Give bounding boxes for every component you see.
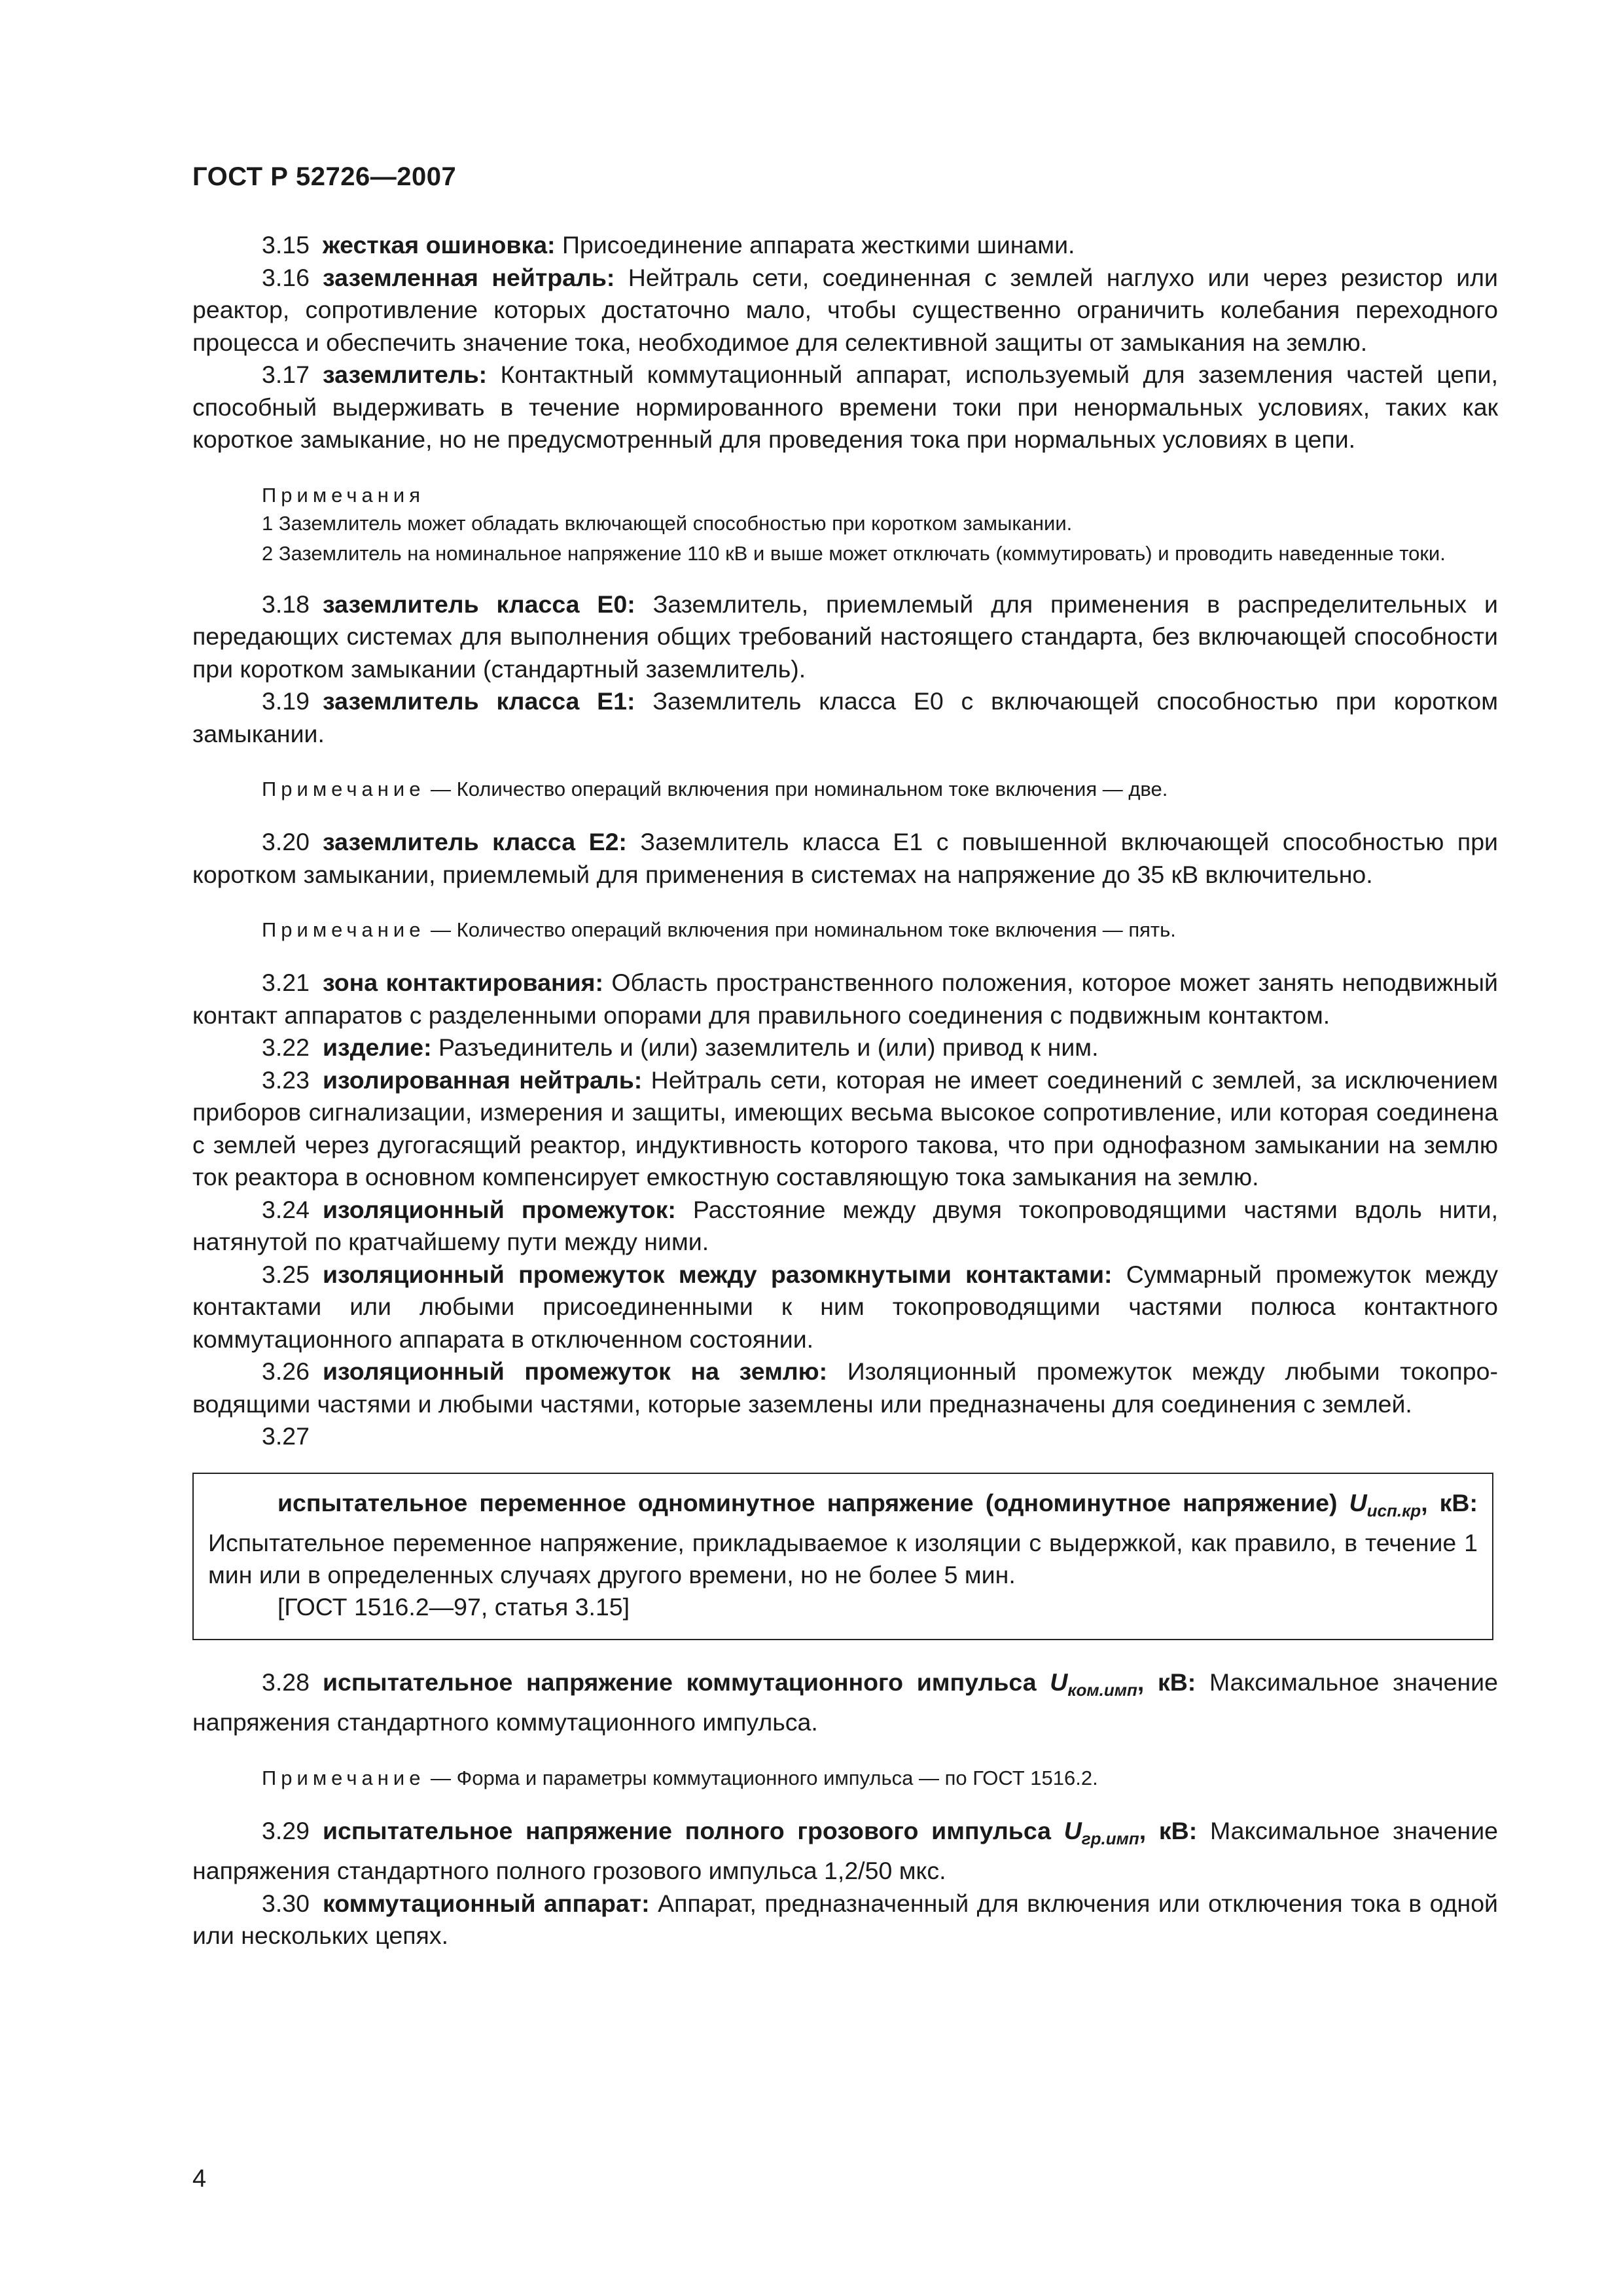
term: изоляционный промежуток на землю: <box>323 1357 828 1385</box>
clause-3-26: 3.26 изоляционный промежуток на землю: Изоляционный промежуток между любыми токопроводящими частями и любыми частями, которые заземлены или предназначены для соединения с землей. <box>192 1357 1498 1418</box>
document-header: ГОСТ Р 52726—2007 <box>192 162 457 191</box>
clause-3-24: 3.24 изоляционный промежуток: Расстояние между двумя токопроводящими частями вдоль нити, натянутой по кратчайшему пути между ними. <box>192 1195 1498 1255</box>
term: заземлитель: <box>323 361 488 388</box>
clause-3-15: 3.15 жесткая ошиновка: Присоединение аппарата жесткими шинами. <box>262 231 1075 259</box>
term: жесткая ошиновка: <box>323 231 556 259</box>
term: заземленная нейтраль: <box>323 263 615 291</box>
clause-3-22: 3.22 изделие: Разъединитель и (или) заземлитель и (или) привод к ним. <box>262 1033 1099 1061</box>
term: зона контактирования: <box>323 969 604 996</box>
term: испытательное напряжение коммутационного импульса <box>323 1668 1037 1696</box>
term: заземлитель класса Е1: <box>323 687 635 715</box>
term: изолированная нейтраль: <box>323 1066 643 1094</box>
source-reference: [ГОСТ 1516.2—97, статья 3.15] <box>277 1592 630 1621</box>
term: коммутационный аппарат: <box>323 1889 650 1917</box>
term: заземлитель класса Е0: <box>323 590 635 618</box>
clause-3-29: 3.29 испытательное напряжение полного грозового импульса $U_{гр.имп}$, кВ: Максимальное значение напряжения стандартного полного грозового импульса 1,2/50 мкс. <box>192 1816 1499 1884</box>
term: изоляционный промежуток: <box>323 1195 676 1223</box>
term: испытательное напряжение полного грозового импульса <box>323 1816 1051 1844</box>
clause-3-17: 3.17 заземлитель: Контактный коммутационный аппарат, используемый для заземления частей цепи, способный выдерживать в течение нормированного времени токи при ненормальных условиях, таких как короткое замыкание, но не предусмотренный для проведения тока при нормальных условиях в цепи. <box>192 361 1498 453</box>
clause-3-27: испытательное переменное одноминутное напряжение (одноминутное напряжение) $U_{исп.кр}$, кВ: Испытательное переменное напряжение, прикладываемое к изоляции с выдержкой, как правило, в течение 1 мин или в определенных случаях другого времени, но не более 5 мин. <box>208 1488 1478 1588</box>
note-2: 2 Заземлитель на номинальное напряжение 110 кВ и выше может отключать (коммутировать) и проводить наведенные токи. <box>262 541 1446 565</box>
note-3-20: Примечание — Количество операций включения при номинальном токе включения — пять. <box>262 918 1176 941</box>
note-3-19: Примечание — Количество операций включения при номинальном токе включения — две. <box>262 778 1168 800</box>
term: заземлитель класса Е2: <box>323 828 627 855</box>
clause-3-28: 3.28 испытательное напряжение коммутационного импульса $U_{ком.имп}$, кВ: Максимальное значение напряжения стандартного коммутационного импульса. <box>192 1668 1498 1736</box>
page-number: 4 <box>192 2165 207 2193</box>
clause-3-30: 3.30 коммутационный аппарат: Аппарат, предназначенный для включения или отключения тока в одной или нескольких цепях. <box>192 1889 1498 1949</box>
document-body <box>192 229 1498 1952</box>
term: изделие: <box>323 1033 432 1061</box>
clause-3-16: 3.16 заземленная нейтраль: Нейтраль сети, соединенная с землей наглухо или через резистор или реактор, сопротивление которых достаточно мало, чтобы существенно ограничить колебания переходного процесса и обеспечить значение тока, необходимое для селективной защиты от замыкания на землю. <box>192 263 1498 356</box>
clause-3-27-box <box>192 1473 1493 1640</box>
notes-title: Примечания <box>262 483 425 507</box>
clause-3-27-number: 3.27 <box>262 1422 310 1450</box>
term: изоляционный промежуток между разомкнутыми контактами: <box>323 1260 1113 1288</box>
clause-3-23: 3.23 изолированная нейтраль: Нейтраль сети, которая не имеет соединений с землей, за исключением приборов сигнализации, измерения и защиты, имеющих весьма высокое сопротивление, или которая соединена с землей через дугогасящий реактор, индуктивность которого такова, что при однофазном замыкании на землю ток реактора в основном компенсирует емкостную составляющую тока замыкания на землю. <box>192 1066 1498 1191</box>
note-3-28: Примечание — Форма и параметры коммутационного импульса — по ГОСТ 1516.2. <box>262 1766 1098 1789</box>
clause-3-21: 3.21 зона контактирования: Область пространственного положения, которое может занять неподвижный контакт аппаратов с разделенными опорами для правильного соединения с подвижным контактом. <box>192 969 1499 1029</box>
clause-3-25: 3.25 изоляционный промежуток между разомкнутыми контактами: Суммарный промежуток между контактами или любыми присоединенными к ним токопроводящими частями полюса контактного коммутационного аппарата в отключенном состоянии. <box>192 1260 1498 1353</box>
clause-3-19: 3.19 заземлитель класса Е1: Заземлитель класса Е0 с включающей способностью при коротком замыкании. <box>192 687 1498 747</box>
clause-3-20: 3.20 заземлитель класса Е2: Заземлитель класса Е1 с повышенной включающей способностью при коротком замыкании, приемлемый для применения в системах на напряжение до 35 кВ включительно. <box>192 828 1498 888</box>
note-1: 1 Заземлитель может обладать включающей способностью при коротком замыкании. <box>262 511 1073 535</box>
clause-3-18: 3.18 заземлитель класса Е0: Заземлитель, приемлемый для применения в распределительных и передающих системах для выполнения общих требований настоящего стандарта, без включающей способности при коротком замыкании (стандартный заземлитель). <box>192 590 1498 683</box>
term: испытательное переменное одноминутное напряжение (одноминутное напряжение) <box>277 1488 1338 1516</box>
